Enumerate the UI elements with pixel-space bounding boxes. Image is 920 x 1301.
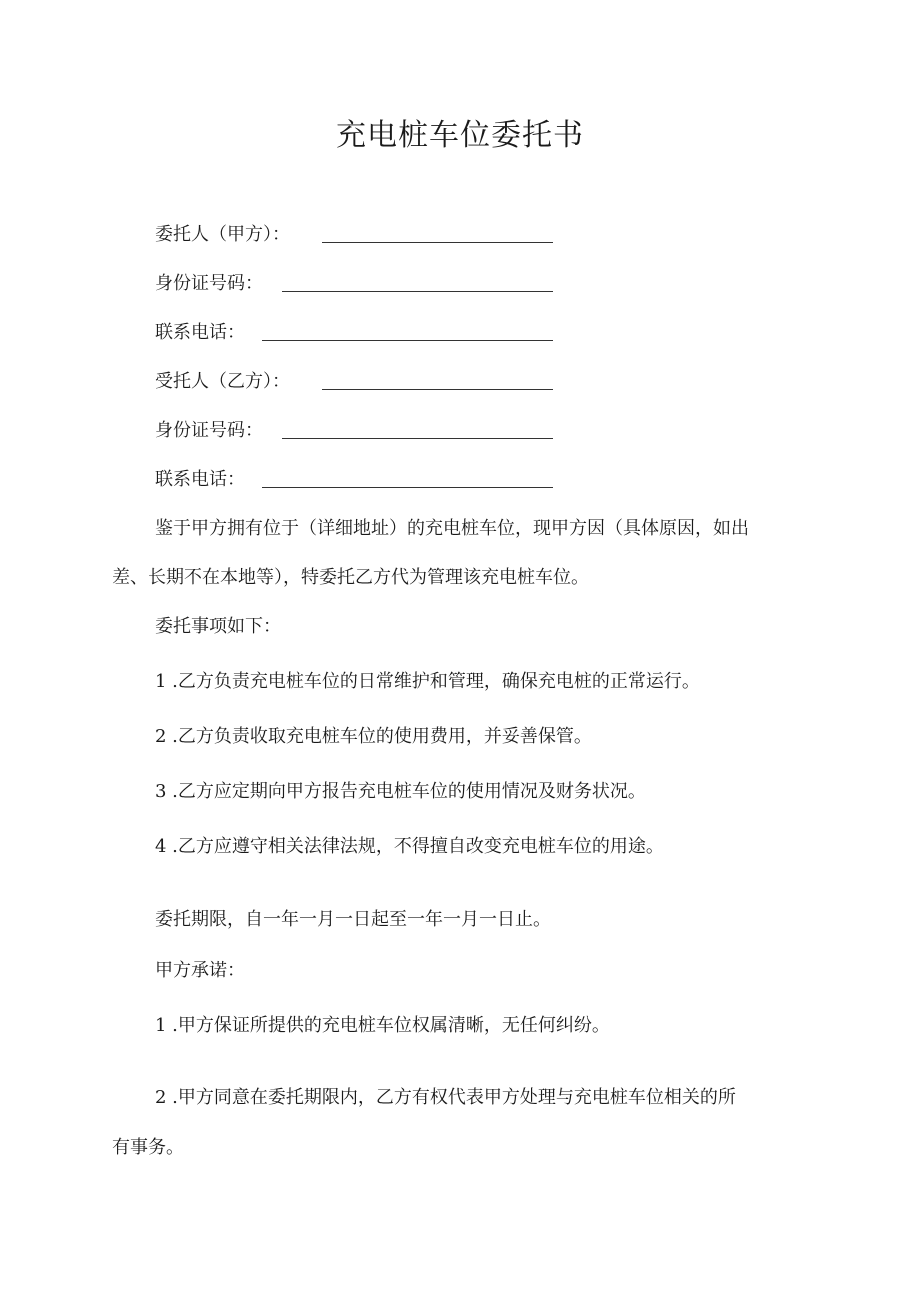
matters-heading: 委托事项如下：: [155, 616, 281, 637]
principal-id-blank-line[interactable]: [282, 291, 553, 292]
agent-blank-line[interactable]: [322, 389, 553, 390]
agent-label: 受托人（乙方）：: [155, 371, 290, 392]
term-paragraph: 委托期限，自一年一月一日起至一年一月一日止。: [155, 909, 551, 930]
agent-phone-label: 联系电话：: [155, 469, 245, 490]
promise-heading: 甲方承诺：: [155, 960, 245, 981]
principal-phone-label: 联系电话：: [155, 322, 245, 343]
agent-id-label: 身份证号码：: [155, 420, 263, 441]
promise-item-2-line-1: 2 .甲方同意在委托期限内，乙方有权代表甲方处理与充电桩车位相关的所: [155, 1087, 736, 1108]
matter-item-4: 4 .乙方应遵守相关法律法规，不得擅自改变充电桩车位的用途。: [155, 836, 664, 857]
matter-item-1: 1 .乙方负责充电桩车位的日常维护和管理，确保充电桩的正常运行。: [155, 671, 700, 692]
principal-label: 委托人（甲方）：: [155, 224, 290, 245]
principal-blank-line[interactable]: [322, 242, 553, 243]
agent-phone-blank-line[interactable]: [262, 487, 553, 488]
principal-phone-blank-line[interactable]: [262, 340, 553, 341]
matter-item-2: 2 .乙方负责收取充电桩车位的使用费用，并妥善保管。: [155, 726, 592, 747]
intro-paragraph-line-2: 差、长期不在本地等），特委托乙方代为管理该充电桩车位。: [112, 567, 589, 588]
promise-item-2-line-2: 有事务。: [112, 1137, 184, 1158]
document-title: 充电桩车位委托书: [336, 118, 584, 153]
matter-item-3: 3 .乙方应定期向甲方报告充电桩车位的使用情况及财务状况。: [155, 781, 646, 802]
promise-item-1: 1 .甲方保证所提供的充电桩车位权属清晰，无任何纠纷。: [155, 1015, 610, 1036]
intro-paragraph-line-1: 鉴于甲方拥有位于（详细地址）的充电桩车位，现甲方因（具体原因，如出: [155, 518, 749, 539]
principal-id-label: 身份证号码：: [155, 273, 263, 294]
agent-id-blank-line[interactable]: [282, 438, 553, 439]
